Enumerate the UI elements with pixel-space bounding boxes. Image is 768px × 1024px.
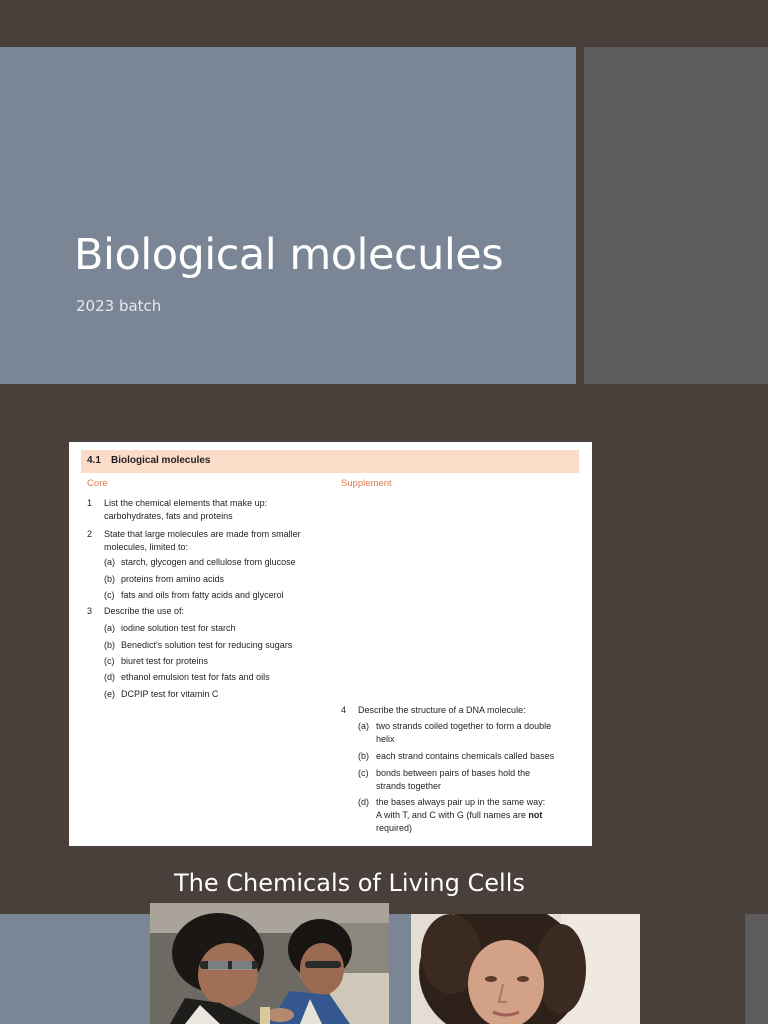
bottom-left-panel xyxy=(0,914,150,1024)
section-number: 4.1 xyxy=(87,455,101,466)
supplement-column-label: Supplement xyxy=(341,478,392,489)
photos-caption: The Chemicals of Living Cells xyxy=(174,869,525,897)
core-column-label: Core xyxy=(87,478,108,489)
section-title: Biological molecules xyxy=(111,455,211,466)
syllabus-document-image: 4.1 Biological molecules Core Supplement 1 List the chemical elements that make up: carbohydrates, fats and proteins 2 State that large molecules are made from smaller molecules, limited to: (a) starch, glycogen and cellulose from glucose (b) proteins from amino acids (c) fats and oils from fatty acids and glycerol 3 Describe the use of: (a) iodine solution test for starch (b) Benedict's solution test for reducing sugars (c) biuret test for proteins (d) ethanol emulsion test for fats and oils (e) DCPIP test for vitamin C 4 Describe the structure of a DNA molecule: (a) two strands coiled together to form a double helix (b) each strand contains chemicals called bases (c) bonds between pairs of bases hold the strands together (d) the bases always pair up in the same way: A with T, and C with G (full names are not required) xyxy=(69,442,592,846)
bottom-mid-panel xyxy=(389,914,411,1024)
section-header xyxy=(81,450,579,473)
slide-subtitle: 2023 batch xyxy=(76,297,162,315)
title-panel xyxy=(0,47,576,384)
students-lab-photo xyxy=(150,903,389,1024)
bottom-right-panel xyxy=(745,914,768,1024)
side-panel xyxy=(584,47,768,384)
woman-scientist-photo xyxy=(411,914,640,1024)
slide-title: Biological molecules xyxy=(74,230,504,280)
